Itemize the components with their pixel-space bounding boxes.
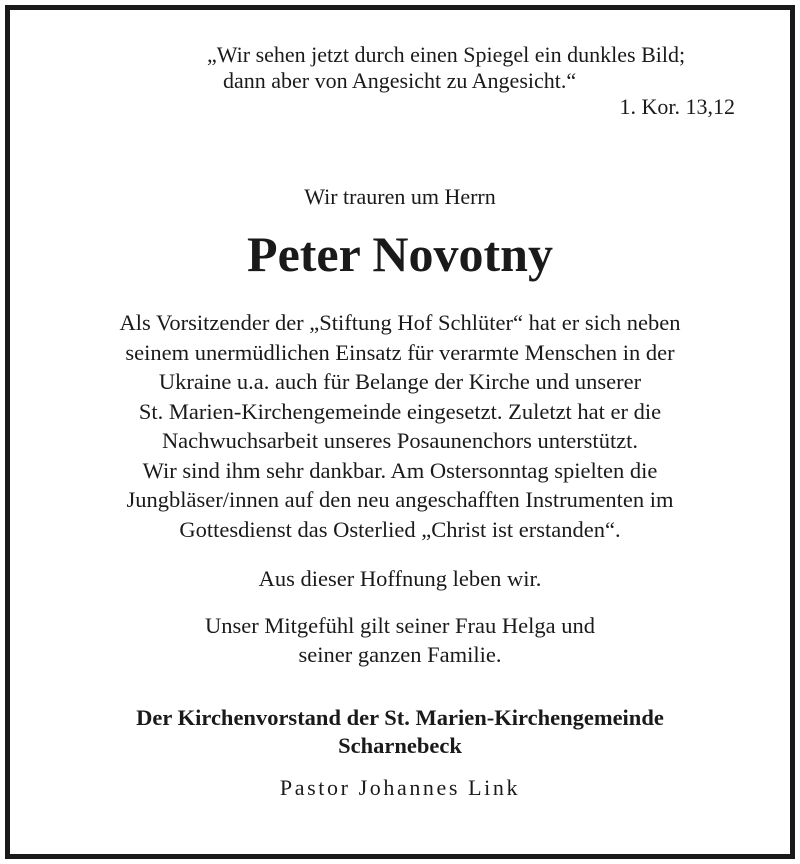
tribute-line: Als Vorsitzender der „Stiftung Hof Schlüter“ hat er sich neben: [119, 310, 681, 335]
tribute-line: Gottesdienst das Osterlied „Christ ist erstanden“.: [179, 516, 621, 542]
condolence-text: [0, 611, 800, 669]
tribute-line: seinem unermüdlichen Einsatz für verarmte Menschen in der: [125, 339, 675, 365]
bible-quote: [207, 42, 767, 120]
condolence-line: Unser Mitgefühl gilt seiner Frau Helga und: [205, 613, 595, 638]
deceased-name: Peter Novotny: [247, 226, 553, 282]
tribute-line: Nachwuchsarbeit unseres Posaunenchors unterstützt.: [161, 428, 639, 453]
tribute-line: Wir sind ihm sehr dankbar. Am Ostersonntag spielten die: [142, 457, 658, 483]
quote-line-2: dann aber von Angesicht zu Angesicht.“: [223, 68, 577, 93]
signature-block: [0, 704, 800, 760]
tribute-text: [0, 308, 800, 544]
tribute-line: St. Marien-Kirchengemeinde eingesetzt. Zuletzt hat er die: [138, 398, 662, 424]
signature-line: Scharnebeck: [338, 733, 462, 758]
tribute-line: Jungbläser/innen auf den neu angeschafften Instrumenten im: [126, 487, 674, 512]
quote-reference: 1. Kor. 13,12: [619, 94, 735, 119]
hope-line: Aus dieser Hoffnung leben wir.: [258, 566, 542, 591]
signature-line: Der Kirchenvorstand der St. Marien-Kirchengemeinde: [136, 705, 664, 730]
mourning-announcement: Wir trauren um Herrn: [304, 184, 496, 209]
tribute-line: Ukraine u.a. auch für Belange der Kirche und unserer: [158, 369, 642, 394]
pastor-name: Pastor Johannes Link: [279, 775, 521, 800]
quote-line-1: „Wir sehen jetzt durch einen Spiegel ein dunkles Bild;: [207, 42, 686, 67]
condolence-line: seiner ganzen Familie.: [298, 642, 502, 667]
